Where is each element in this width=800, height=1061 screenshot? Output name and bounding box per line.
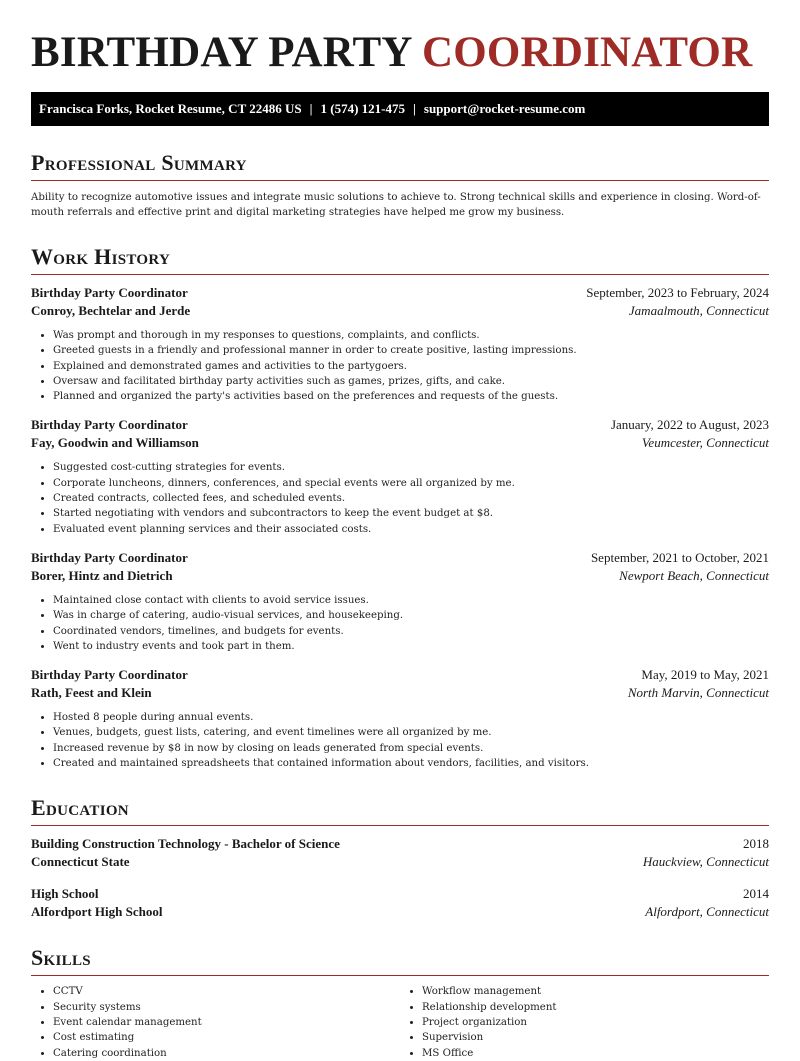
list-item: • Was prompt and thorough in my responses to questions, complaints, and conflicts.	[53, 328, 769, 343]
contact-phone: 1 (574) 121-475	[320, 101, 406, 116]
skills-column-left	[31, 984, 400, 1060]
list-item: • Hosted 8 people during annual events.	[53, 710, 769, 725]
contact-email: support@rocket-resume.com	[423, 101, 586, 116]
list-item: • Coordinated vendors, timelines, and budgets for events.	[53, 624, 769, 639]
edu-year: 2018	[743, 836, 769, 852]
edu-school: Connecticut State	[31, 854, 130, 870]
list-item: • Suggested cost-cutting strategies for events.	[53, 460, 769, 475]
job-dates: January, 2022 to August, 2023	[610, 417, 769, 433]
summary-text: Ability to recognize automotive issues and integrate music solutions to achieve to. Strong technical skills and experience in closing. Word-of-mouth referrals and effective print and digital marketing strategies have helped me grow my business.	[31, 192, 761, 218]
job-dates: September, 2023 to February, 2024	[586, 285, 769, 300]
edu-school: Alfordport High School	[31, 904, 163, 920]
education-entry	[31, 885, 769, 921]
job-location: Newport Beach, Connecticut	[619, 567, 769, 583]
skill-item: • Event calendar management	[53, 1015, 400, 1030]
job-entry	[31, 416, 769, 536]
title-accent: COORDINATOR	[422, 29, 753, 76]
list-item: • Went to industry events and took part in them.	[53, 639, 769, 654]
job-company: Borer, Hintz and Dietrich	[31, 567, 173, 583]
education-entry	[31, 835, 769, 871]
edu-location: Hauckview, Connecticut	[642, 854, 769, 870]
job-role: Birthday Party Coordinator	[31, 417, 188, 433]
work-history-list	[31, 284, 769, 771]
contact-address: Francisca Forks, Rocket Resume, CT 22486 US	[39, 101, 302, 116]
job-bullets	[31, 328, 769, 404]
contact-bar	[31, 92, 769, 126]
work-history-heading: Work History	[31, 244, 769, 275]
edu-year: 2014	[743, 886, 769, 902]
list-item: • Was in charge of catering, audio-visual services, and housekeeping.	[53, 608, 769, 623]
job-entry	[31, 549, 769, 654]
resume-title	[31, 28, 769, 76]
job-bullets	[31, 593, 769, 654]
job-dates: September, 2021 to October, 2021	[590, 549, 769, 565]
job-location: Veumcester, Connecticut	[641, 435, 769, 451]
job-location: Jamaalmouth, Connecticut	[628, 303, 769, 318]
job-dates: May, 2019 to May, 2021	[641, 667, 769, 683]
list-item: • Explained and demonstrated games and activities to the partygoers.	[53, 359, 769, 374]
contact-separator: |	[413, 101, 416, 116]
list-item: • Created and maintained spreadsheets that contained information about vendors, facilities, and visitors.	[53, 756, 769, 771]
edu-location: Alfordport, Connecticut	[645, 904, 769, 920]
list-item: • Increased revenue by $8 in now by closing on leads generated from special events.	[53, 741, 769, 756]
job-company: Conroy, Bechtelar and Jerde	[31, 303, 191, 318]
job-role: Birthday Party Coordinator	[31, 285, 188, 300]
list-item: • Maintained close contact with clients to avoid service issues.	[53, 593, 769, 608]
skill-item: • Security systems	[53, 1000, 400, 1015]
skill-item: • MS Office	[422, 1046, 769, 1061]
job-company: Rath, Feest and Klein	[31, 685, 152, 701]
list-item: • Oversaw and facilitated birthday party activities such as games, prizes, gifts, and cake.	[53, 374, 769, 389]
skill-item: • Relationship development	[422, 1000, 769, 1015]
list-item: • Evaluated event planning services and their associated costs.	[53, 522, 769, 537]
skill-item: • CCTV	[53, 984, 400, 999]
job-bullets	[31, 710, 769, 771]
skill-item: • Catering coordination	[53, 1046, 400, 1061]
education-heading: Education	[31, 795, 769, 826]
job-role: Birthday Party Coordinator	[31, 549, 188, 565]
list-item: • Greeted guests in a friendly and professional manner in order to create positive, lasting impressions.	[53, 343, 769, 358]
job-bullets	[31, 460, 769, 536]
job-entry	[31, 666, 769, 771]
list-item: • Planned and organized the party's activities based on the preferences and requests of the guests.	[53, 389, 769, 404]
skill-item: • Supervision	[422, 1030, 769, 1045]
list-item: • Corporate luncheons, dinners, conferences, and special events were all organized by me.	[53, 476, 769, 491]
contact-separator: |	[309, 101, 313, 116]
skills-heading: Skills	[31, 945, 769, 976]
list-item: • Started negotiating with vendors and subcontractors to keep the event budget at $8.	[53, 506, 769, 521]
list-item: • Venues, budgets, guest lists, catering, and event timelines were all organized by me.	[53, 725, 769, 740]
edu-degree: High School	[31, 886, 99, 902]
job-company: Fay, Goodwin and Williamson	[31, 435, 199, 451]
skill-item: • Workflow management	[422, 984, 769, 999]
edu-degree: Building Construction Technology - Bachelor of Science	[31, 836, 340, 852]
skill-item: • Cost estimating	[53, 1030, 400, 1045]
job-location: North Marvin, Connecticut	[627, 685, 769, 701]
skills-list	[31, 984, 769, 1060]
job-entry	[31, 284, 769, 404]
summary-heading: Professional Summary	[31, 150, 769, 181]
skill-item: • Project organization	[422, 1015, 769, 1030]
list-item: • Created contracts, collected fees, and scheduled events.	[53, 491, 769, 506]
job-role: Birthday Party Coordinator	[31, 667, 188, 683]
skills-column-right	[400, 984, 769, 1060]
title-main: BIRTHDAY PARTY	[31, 29, 412, 76]
